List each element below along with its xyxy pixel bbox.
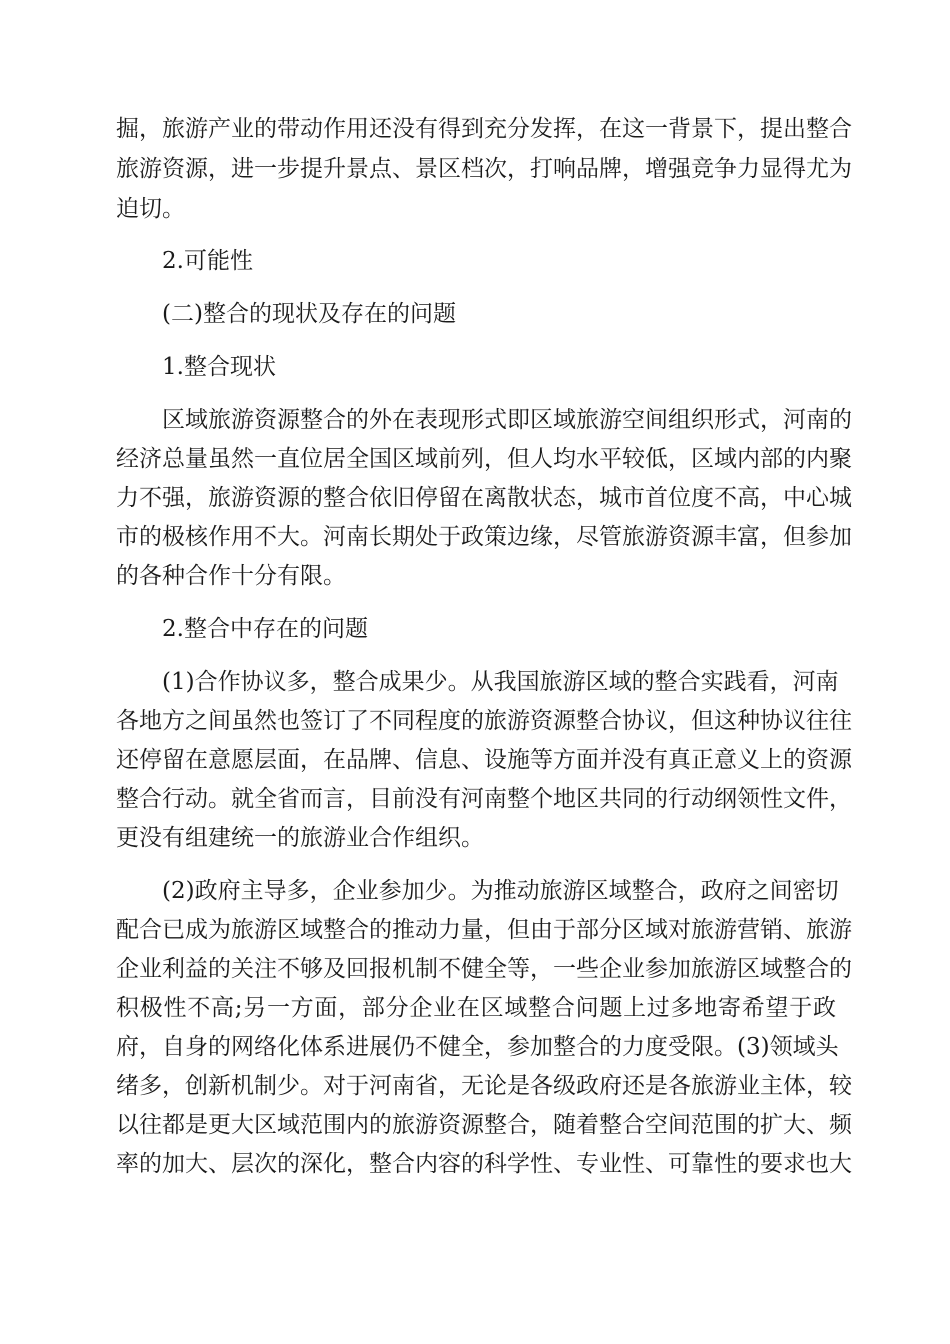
text-line: 还停留在意愿层面，在品牌、信息、设施等方面并没有真正意义上的资源 [116, 747, 852, 773]
heading-possibility: 2.可能性 [162, 248, 253, 274]
text-line: 旅游资源，进一步提升景点、景区档次，打响品牌，增强竞争力显得尤为 [116, 156, 852, 182]
text-line: 配合已成为旅游区域整合的推动力量，但由于部分区域对旅游营销、旅游 [116, 917, 852, 943]
text-line: (1)合作协议多，整合成果少。从我国旅游区域的整合实践看，河南 [162, 669, 839, 695]
text-line: 率的加大、层次的深化，整合内容的科学性、专业性、可靠性的要求也大 [116, 1151, 852, 1177]
text-line: 迫切。 [116, 196, 185, 222]
text-line: 更没有组建统一的旅游业合作组织。 [116, 825, 484, 851]
section-heading: (二)整合的现状及存在的问题 [162, 301, 456, 327]
text-line: 掘，旅游产业的带动作用还没有得到充分发挥，在这一背景下，提出整合 [116, 116, 852, 142]
text-line: 以往都是更大区域范围内的旅游资源整合，随着整合空间范围的扩大、频 [116, 1112, 852, 1138]
text-line: 企业利益的关注不够及回报机制不健全等，一些企业参加旅游区域整合的 [116, 956, 852, 982]
text-line: 力不强，旅游资源的整合依旧停留在离散状态，城市首位度不高，中心城 [116, 485, 852, 511]
text-line: 区域旅游资源整合的外在表现形式即区域旅游空间组织形式，河南的 [162, 407, 852, 433]
text-line: 的各种合作十分有限。 [116, 563, 346, 589]
text-line: 经济总量虽然一直位居全国区域前列，但人均水平较低，区域内部的内聚 [116, 446, 852, 472]
text-line: 绪多，创新机制少。对于河南省，无论是各级政府还是各旅游业主体，较 [116, 1073, 852, 1099]
text-line: (2)政府主导多，企业参加少。为推动旅游区域整合，政府之间密切 [162, 878, 839, 904]
subsection-heading: 1.整合现状 [162, 354, 276, 380]
text-line: 府，自身的网络化体系进展仍不健全，参加整合的力度受限。(3)领域头 [116, 1034, 839, 1060]
text-line: 积极性不高;另一方面，部分企业在区域整合问题上过多地寄希望于政 [116, 995, 836, 1021]
text-line: 各地方之间虽然也签订了不同程度的旅游资源整合协议，但这种协议往往 [116, 708, 852, 734]
text-line: 市的极核作用不大。河南长期处于政策边缘，尽管旅游资源丰富，但参加 [116, 524, 852, 550]
subsection-heading: 2.整合中存在的问题 [162, 616, 368, 642]
text-line: 整合行动。就全省而言，目前没有河南整个地区共同的行动纲领性文件， [116, 786, 852, 812]
